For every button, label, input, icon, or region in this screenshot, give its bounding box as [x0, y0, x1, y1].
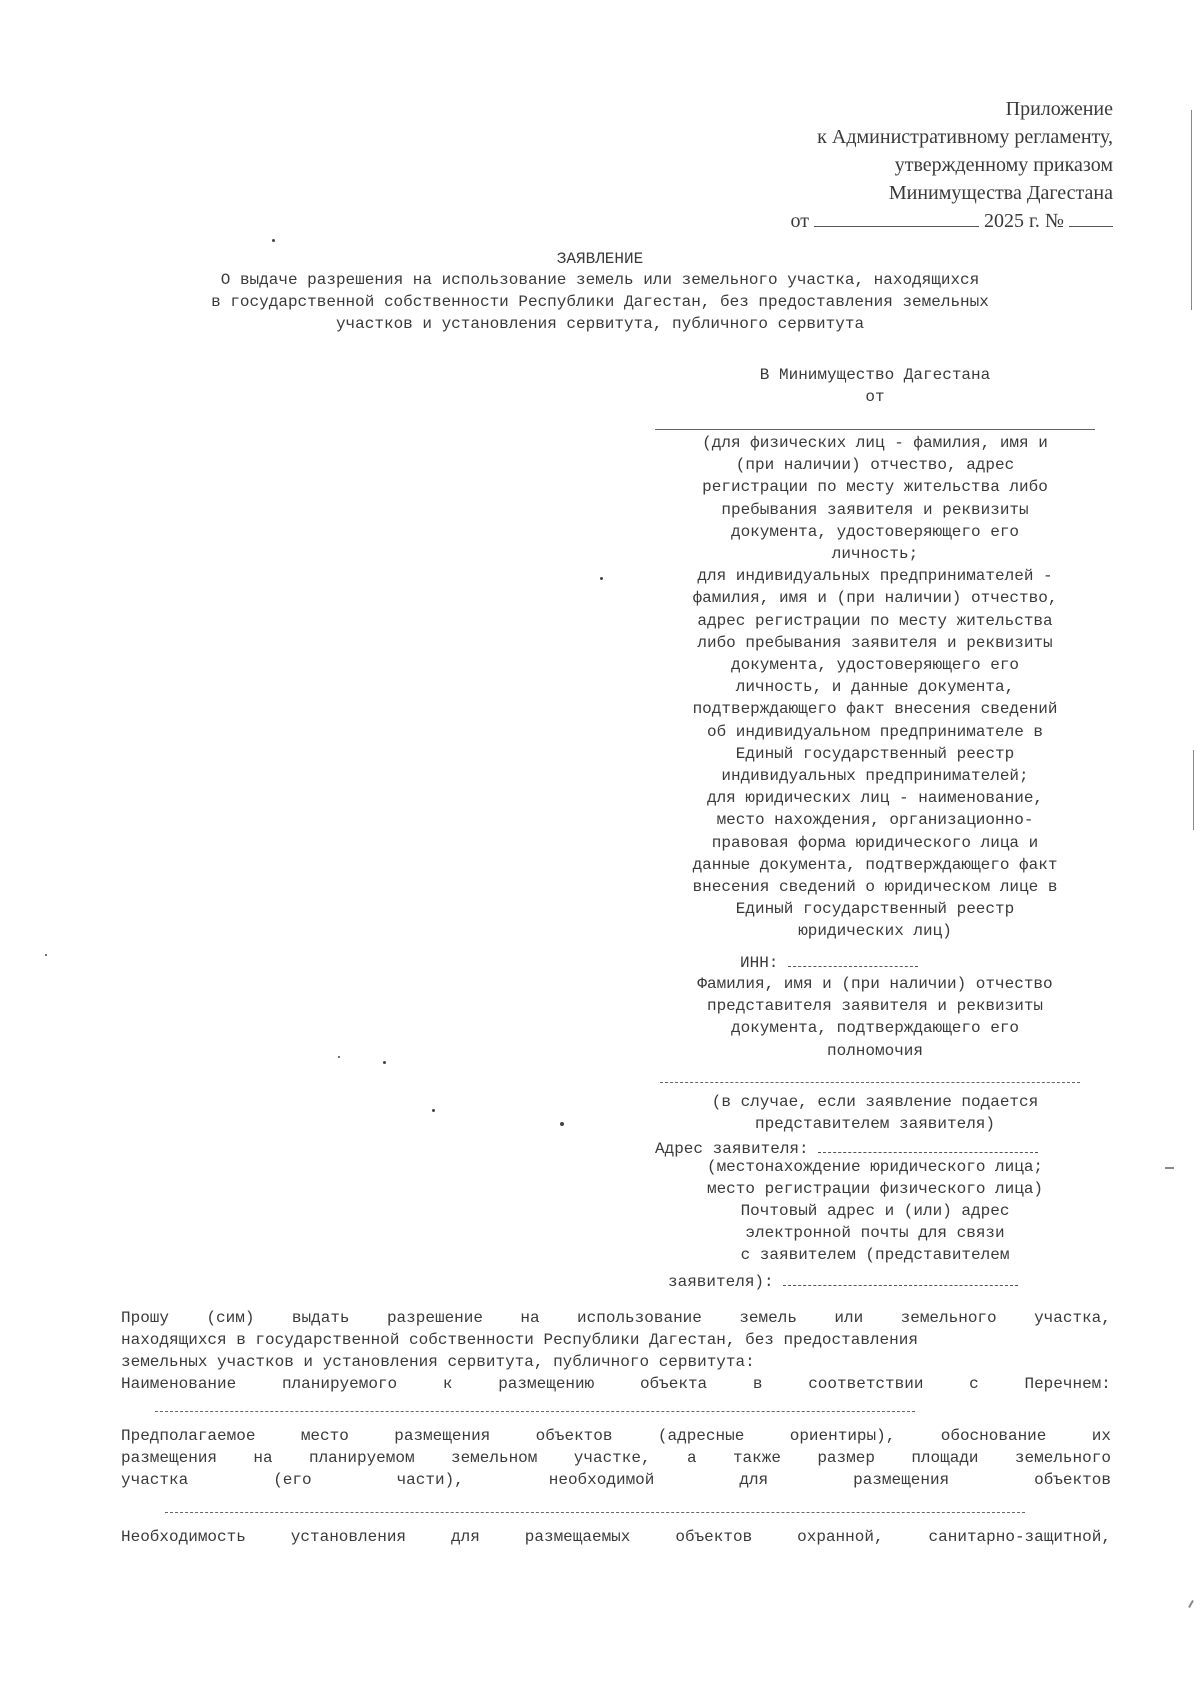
word: соответствии [808, 1375, 924, 1393]
hint-line: документа, удостоверяющего его [730, 522, 1020, 541]
hint-line: либо пребывания заявителя и реквизиты [697, 633, 1053, 652]
word: Прошу [121, 1309, 170, 1327]
word: также [732, 1449, 781, 1467]
word: объекта [639, 1375, 708, 1393]
word: ориентиры), [789, 1427, 896, 1445]
hint-line: личность; [831, 545, 919, 564]
mail-line: с заявителем (представителем [740, 1246, 1010, 1265]
word: для [450, 1528, 480, 1546]
request-line-3: земельных участков и установления сервитута, публичного сервитута: [121, 1353, 755, 1371]
document-title: ЗАЯВЛЕНИЕ [556, 250, 644, 268]
word: а [686, 1449, 697, 1467]
hint-line: пребывания заявителя и реквизиты [721, 500, 1029, 519]
hint-line: индивидуальных предпринимателей; [721, 767, 1029, 786]
word: или [834, 1309, 864, 1327]
hint-line: Единый государственный реестр [735, 900, 1015, 919]
word: площади [911, 1449, 979, 1467]
addressee-to: В Минимущество Дагестана [759, 366, 991, 384]
word: объектов [675, 1528, 753, 1546]
word: участка [121, 1471, 189, 1489]
word: Перечнем: [1024, 1375, 1111, 1393]
representative-note [640, 1091, 1110, 1135]
scan-mark [1188, 1600, 1194, 1608]
scan-speck [600, 577, 603, 580]
word: установления [290, 1528, 407, 1546]
word: размещения [394, 1427, 491, 1445]
mail-line: электронной почты для связи [745, 1224, 1005, 1243]
request-line-2: находящихся в государственной собственности Республики Дагестан, без предоставления [121, 1331, 918, 1349]
date-prefix: от [790, 210, 809, 232]
hint-line: для индивидуальных предпринимателей - [697, 567, 1053, 586]
subject-line: О выдаче разрешения на использование земель или земельного участка, находящихся [220, 271, 980, 289]
scan-edge [1191, 110, 1192, 310]
hint-line: Фамилия, имя и (при наличии) отчество [697, 975, 1053, 993]
inn-label: ИНН: [740, 954, 779, 972]
hint-line: регистрации по месту жительства либо [702, 478, 1048, 497]
appendix-date-line [613, 207, 1113, 235]
hint-line: фамилия, имя и (при наличии) отчество, [692, 589, 1058, 608]
request-block [121, 1307, 1111, 1395]
word: использование [577, 1309, 702, 1327]
object-name-field[interactable] [155, 1411, 915, 1412]
word: на [253, 1449, 273, 1467]
document-subject [0, 269, 1200, 335]
word: земельном [450, 1449, 538, 1467]
hint-line: представителя заявителя и реквизиты [706, 997, 1044, 1016]
scan-edge [1193, 750, 1194, 830]
word: (сим) [206, 1309, 255, 1327]
word: размещению [498, 1375, 595, 1393]
word: размещения [853, 1471, 950, 1489]
word: обоснование [940, 1427, 1047, 1445]
subject-line: участков и установления сервитута, публичного сервитута [335, 315, 865, 333]
hint-line: подтверждающего факт внесения сведений [692, 700, 1058, 719]
protection-block [121, 1526, 1111, 1548]
hint-line: личность, и данные документа, [735, 678, 1015, 697]
word: объектов [1034, 1471, 1111, 1489]
hint-line: место регистрации физического лица) [706, 1180, 1044, 1199]
word: в [752, 1375, 763, 1393]
applicant-hint [640, 432, 1110, 943]
mail-line: Почтовый адрес и (или) адрес [740, 1202, 1010, 1220]
word: их [1091, 1427, 1111, 1445]
word: планируемого [281, 1375, 398, 1393]
word: размещения [121, 1449, 218, 1467]
hint-line: (при наличии) отчество, адрес [735, 456, 1015, 475]
scan-speck [45, 954, 47, 956]
inn-row [740, 948, 918, 972]
mail-label-end: заявителя): [668, 1272, 774, 1291]
hint-line: место нахождения, организационно- [716, 811, 1034, 830]
word: санитарно-защитной, [928, 1528, 1111, 1546]
hint-line: внесения сведений о юридическом лице в [692, 878, 1058, 897]
note-line: представителем заявителя) [754, 1115, 996, 1134]
date-blank[interactable] [814, 208, 979, 227]
scan-speck [272, 239, 275, 242]
mail-line [640, 1267, 1110, 1293]
request-line-4 [121, 1373, 1111, 1395]
hint-line: полномочия [826, 1041, 923, 1060]
word: охранной, [797, 1528, 884, 1546]
appendix-line-3: утвержденному приказом [894, 154, 1113, 176]
request-line-1 [121, 1307, 1111, 1329]
hint-line: документа, подтверждающего его [730, 1019, 1020, 1038]
word: участка, [1034, 1309, 1111, 1327]
hint-line: адрес регистрации по месту жительства [697, 611, 1053, 630]
address-label: Адрес заявителя: [655, 1140, 809, 1158]
word: на [520, 1309, 540, 1327]
word: части), [396, 1471, 464, 1489]
word: с [969, 1375, 979, 1393]
word: Необходимость [121, 1528, 246, 1546]
hint-line: правовая форма юридического лица и [711, 833, 1039, 852]
word: разрешение [386, 1309, 483, 1327]
mail-field[interactable] [783, 1267, 1018, 1286]
word: необходимой [548, 1471, 655, 1489]
request-line-8 [121, 1469, 1111, 1491]
scan-speck [432, 1109, 435, 1112]
addressee-block [640, 364, 1110, 408]
request-line-7 [121, 1447, 1111, 1469]
mail-block [640, 1200, 1110, 1293]
addressee-from: от [865, 388, 885, 407]
hint-line: юридических лиц) [798, 922, 952, 941]
representative-hint [640, 973, 1110, 1062]
representative-field[interactable] [660, 1082, 1080, 1083]
address-hint [640, 1156, 1110, 1200]
appendix-line-4: Минимущества Дагестана [888, 182, 1113, 204]
address-row [655, 1134, 1038, 1158]
appendix-line-2: к Административному регламенту, [817, 126, 1113, 148]
word: для [739, 1471, 769, 1489]
hint-line: данные документа, подтверждающего факт [692, 855, 1058, 874]
word: выдать [291, 1309, 350, 1327]
location-field[interactable] [165, 1512, 1025, 1513]
hint-line: Единый государственный реестр [735, 744, 1015, 763]
scan-speck [338, 1056, 340, 1058]
inn-field[interactable] [788, 948, 918, 967]
word: объектов [535, 1427, 613, 1445]
note-line: (в случае, если заявление подается [711, 1093, 1039, 1111]
number-blank[interactable] [1069, 208, 1113, 227]
word: размещаемых [524, 1528, 631, 1546]
word: Предполагаемое [121, 1427, 256, 1445]
scan-speck [383, 1061, 386, 1064]
location-block [121, 1425, 1111, 1491]
word: (его [273, 1471, 312, 1489]
scan-speck [560, 1122, 564, 1126]
word: место [300, 1427, 349, 1445]
scan-mark [1165, 1167, 1174, 1169]
request-line-10 [121, 1526, 1111, 1548]
hint-line: (местонахождение юридического лица; [706, 1158, 1044, 1176]
hint-line: (для физических лиц - фамилия, имя и [702, 434, 1048, 452]
date-year: 2025 г. № [983, 210, 1064, 232]
subject-line: в государственной собственности Республики Дагестан, без предоставления земельных [211, 293, 989, 311]
word: Наименование [121, 1375, 237, 1393]
hint-line: об индивидуальном предпринимателе в [706, 722, 1044, 741]
word: участке, [573, 1449, 651, 1467]
request-line-6 [121, 1425, 1111, 1447]
hint-line: для юридических лиц - наименование, [706, 789, 1044, 808]
word: земель [739, 1309, 797, 1327]
appendix-block [613, 95, 1113, 235]
address-field[interactable] [818, 1134, 1038, 1153]
word: земельного [900, 1309, 997, 1327]
applicant-name-field[interactable] [655, 429, 1095, 430]
word: (адресные [657, 1427, 745, 1445]
word: планируемом [308, 1449, 415, 1467]
hint-line: документа, удостоверяющего его [730, 656, 1020, 675]
word: земельного [1014, 1449, 1111, 1467]
word: к [442, 1375, 453, 1393]
appendix-line-1: Приложение [1005, 98, 1113, 120]
word: размер [817, 1449, 875, 1467]
